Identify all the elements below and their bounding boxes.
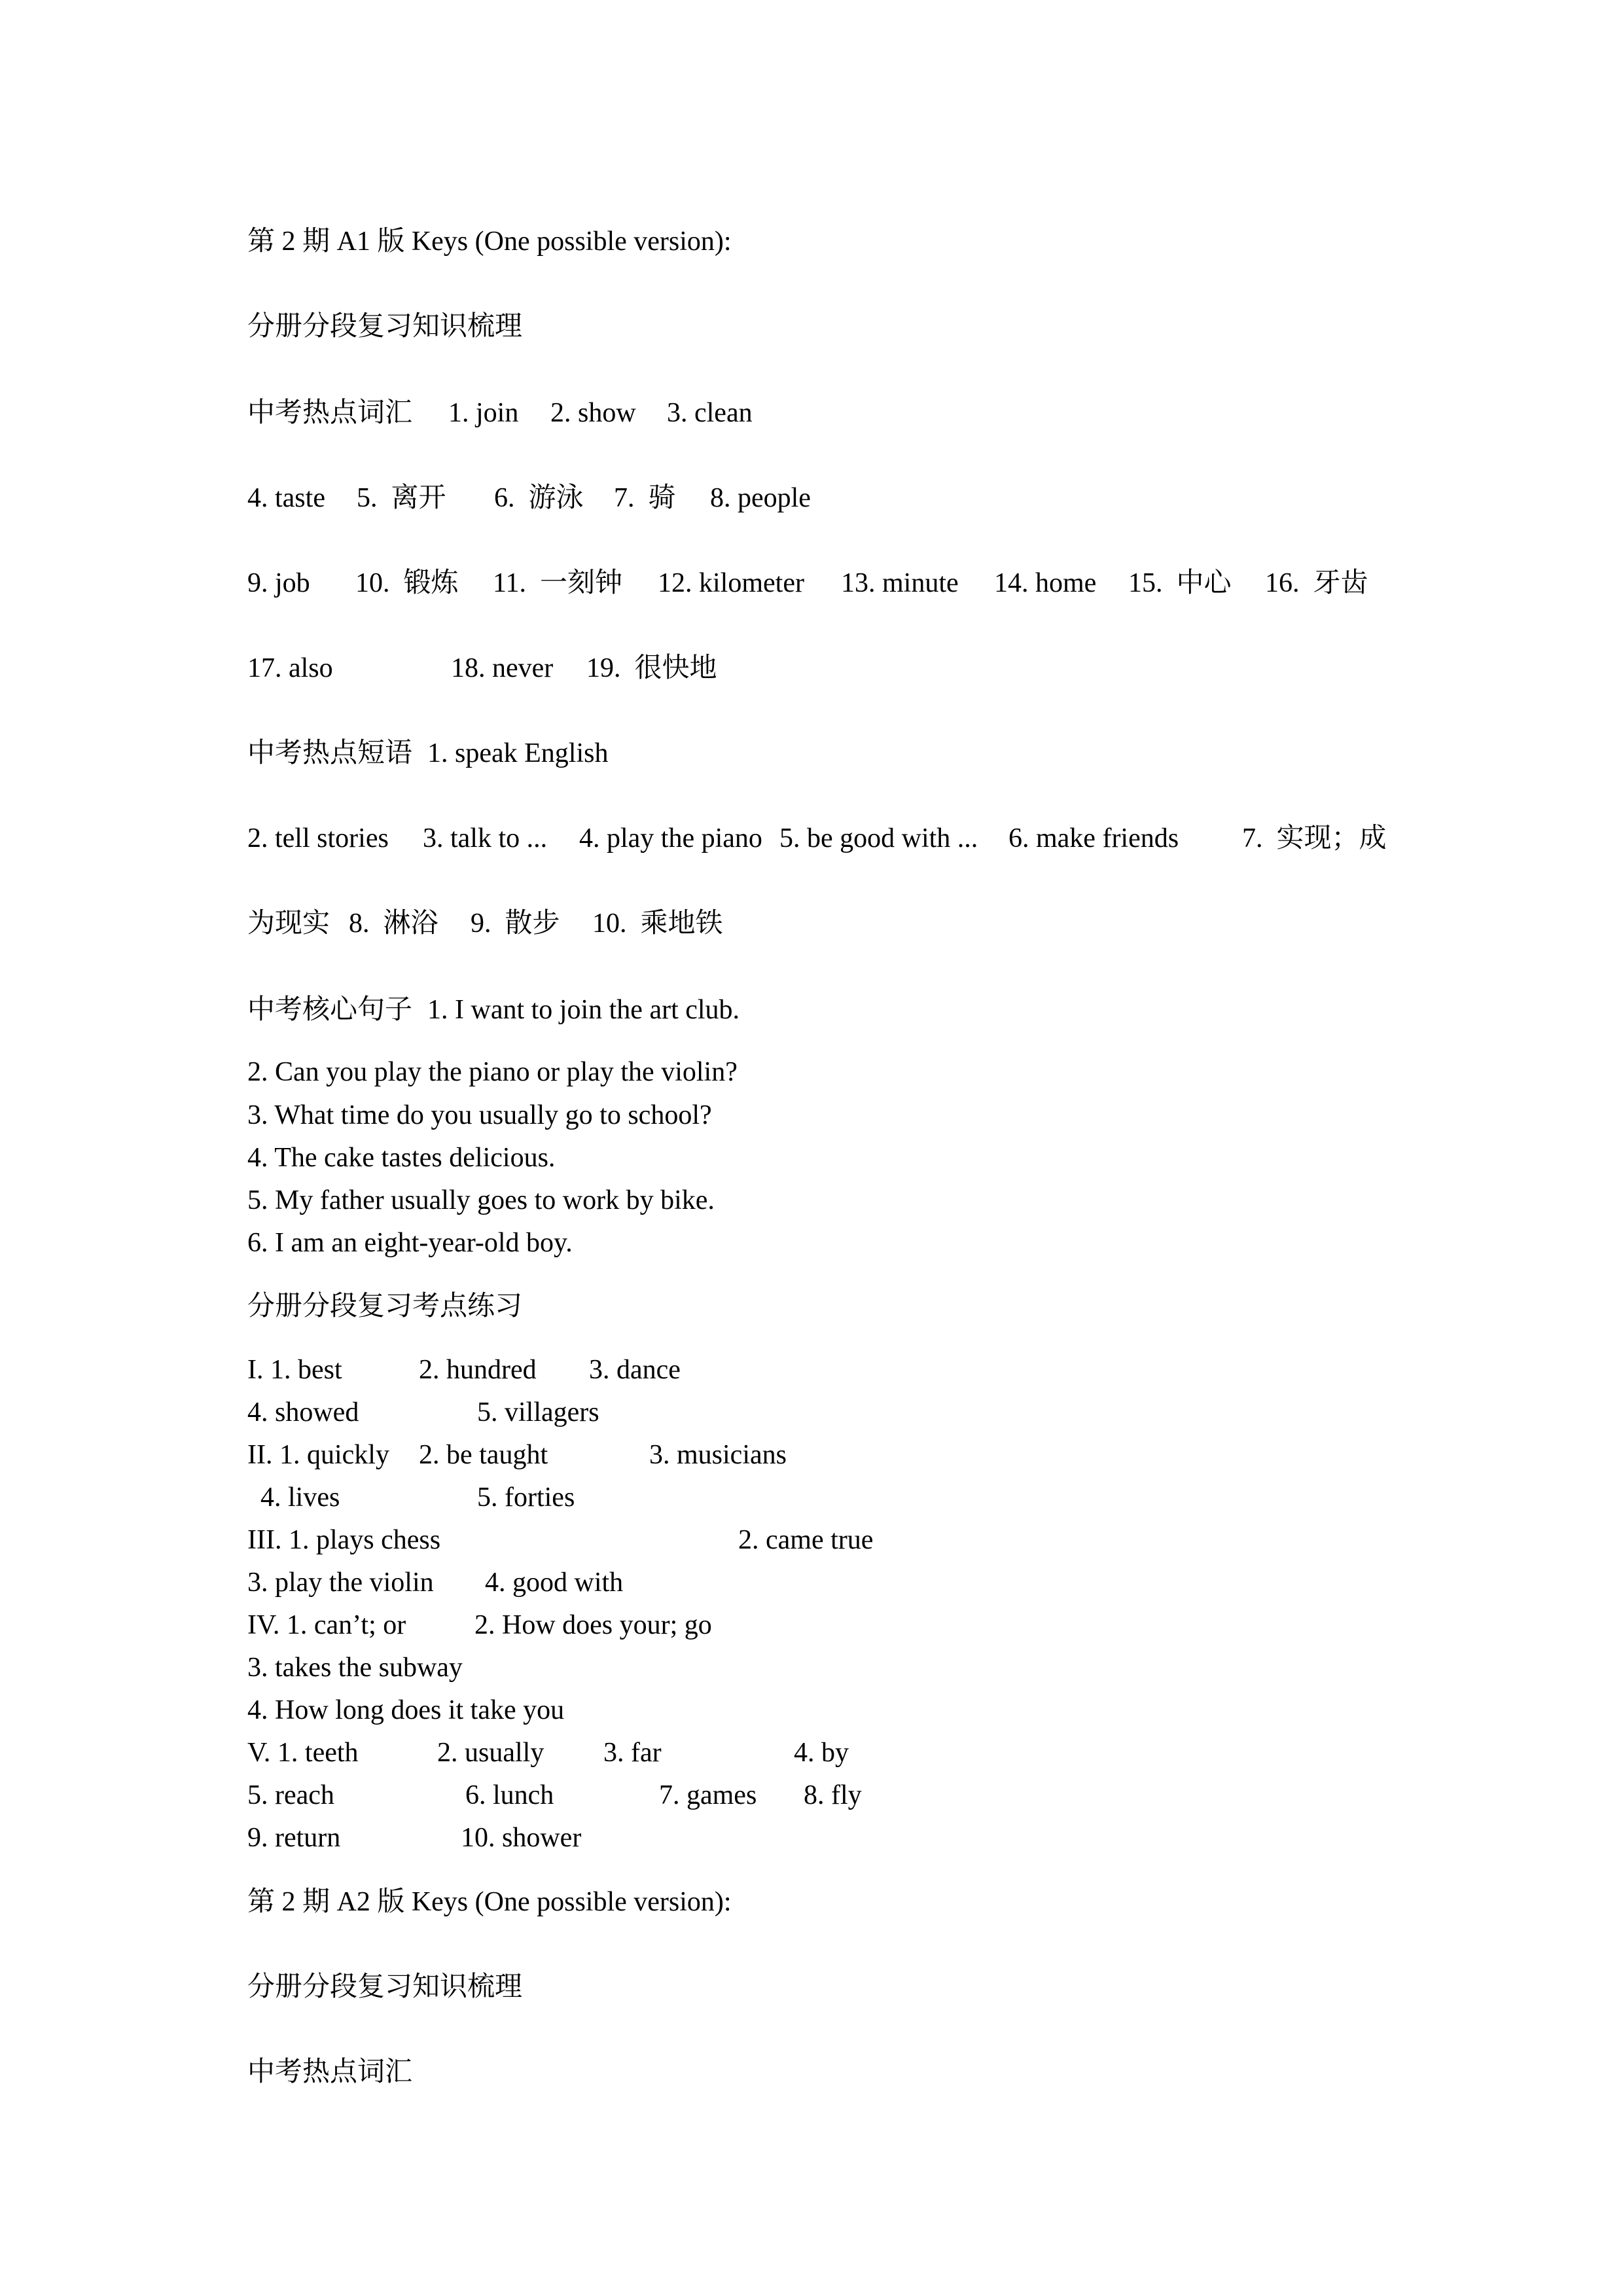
text-segment: 4. good with: [485, 1568, 624, 1598]
text-segment: 2. How does your; go: [474, 1610, 712, 1640]
text-segment: 中考核心句子: [247, 995, 413, 1025]
text-segment: 16. 牙齿: [1265, 568, 1368, 598]
text-segment: IV. 1. can’t; or: [247, 1610, 406, 1640]
text-segment: 4. showed: [247, 1397, 359, 1427]
text-segment: 7. 骑: [614, 483, 676, 513]
text-segment: 2. came true: [738, 1525, 874, 1555]
text-segment: 2. hundred: [419, 1355, 537, 1385]
text-segment: 17. also: [247, 653, 333, 683]
text-segment: 4. taste: [247, 483, 325, 513]
text-segment: 3. musicians: [649, 1440, 787, 1470]
text-segment: 10. shower: [461, 1823, 582, 1853]
text-segment: 第 2 期 A2 版 Keys (One possible version):: [247, 1887, 732, 1917]
text-segment: 6. lunch: [465, 1780, 554, 1810]
text-segment: 4. The cake tastes delicious.: [247, 1143, 556, 1173]
text-segment: 4. lives: [260, 1482, 340, 1513]
text-segment: 3. far: [603, 1738, 662, 1768]
text-segment: 分册分段复习考点练习: [247, 1291, 523, 1321]
text-segment: 3. What time do you usually go to school?: [247, 1100, 712, 1130]
text-segment: 5. reach: [247, 1780, 334, 1810]
text-segment: 5. be good with ...: [779, 823, 978, 853]
text-segment: 3. play the violin: [247, 1568, 434, 1598]
text-segment: 2. tell stories: [247, 823, 389, 853]
text-segment: 4. by: [794, 1738, 849, 1768]
text-segment: 第 2 期 A1 版 Keys (One possible version):: [247, 226, 732, 257]
text-segment: I. 1. best: [247, 1355, 342, 1385]
text-segment: 分册分段复习知识梳理: [247, 1972, 523, 2002]
text-segment: 6. make friends: [1008, 823, 1179, 853]
text-segment: 10. 锻炼: [355, 568, 459, 598]
text-segment: 中考热点短语: [247, 738, 413, 768]
text-segment: 19. 很快地: [586, 653, 717, 683]
text-segment: 中考热点词汇: [247, 2057, 413, 2087]
text-segment: 为现实: [247, 908, 330, 939]
text-segment: 9. 散步: [471, 908, 560, 939]
text-segment: III. 1. plays chess: [247, 1525, 441, 1555]
text-segment: 1. I want to join the art club.: [427, 995, 740, 1025]
text-segment: 18. never: [451, 653, 554, 683]
text-segment: 1. join: [448, 398, 519, 428]
text-segment: 7. games: [659, 1780, 757, 1810]
text-segment: 11. 一刻钟: [493, 568, 622, 598]
text-segment: 3. talk to ...: [423, 823, 548, 853]
text-segment: 13. minute: [841, 568, 959, 598]
text-segment: 2. Can you play the piano or play the violin?: [247, 1057, 738, 1087]
text-segment: 15. 中心: [1128, 568, 1232, 598]
text-segment: 3. clean: [667, 398, 753, 428]
text-segment: 4. How long does it take you: [247, 1695, 565, 1725]
text-segment: 8. fly: [804, 1780, 862, 1810]
text-segment: 9. return: [247, 1823, 341, 1853]
text-segment: 10. 乘地铁: [592, 908, 723, 939]
text-segment: 9. job: [247, 568, 310, 598]
text-segment: 7. 实现；成: [1242, 823, 1387, 853]
text-segment: 5. My father usually goes to work by bike.: [247, 1185, 715, 1215]
text-segment: 3. takes the subway: [247, 1653, 463, 1683]
text-segment: 中考热点词汇: [247, 398, 413, 428]
text-segment: 1. speak English: [427, 738, 609, 768]
text-segment: 2. show: [550, 398, 636, 428]
text-segment: 6. 游泳: [494, 483, 584, 513]
text-segment: 14. home: [994, 568, 1097, 598]
text-segment: 8. people: [710, 483, 811, 513]
text-segment: 分册分段复习知识梳理: [247, 312, 523, 342]
text-segment: 2. usually: [437, 1738, 544, 1768]
text-segment: 12. kilometer: [658, 568, 804, 598]
text-segment: 5. 离开: [357, 483, 446, 513]
text-segment: V. 1. teeth: [247, 1738, 359, 1768]
text-segment: 4. play the piano: [579, 823, 762, 853]
text-segment: 5. villagers: [477, 1397, 599, 1427]
text-segment: 5. forties: [477, 1482, 575, 1513]
text-segment: 3. dance: [589, 1355, 681, 1385]
text-segment: 6. I am an eight-year-old boy.: [247, 1228, 573, 1258]
text-segment: 8. 淋浴: [349, 908, 438, 939]
text-segment: II. 1. quickly: [247, 1440, 389, 1470]
text-segment: 2. be taught: [419, 1440, 548, 1470]
